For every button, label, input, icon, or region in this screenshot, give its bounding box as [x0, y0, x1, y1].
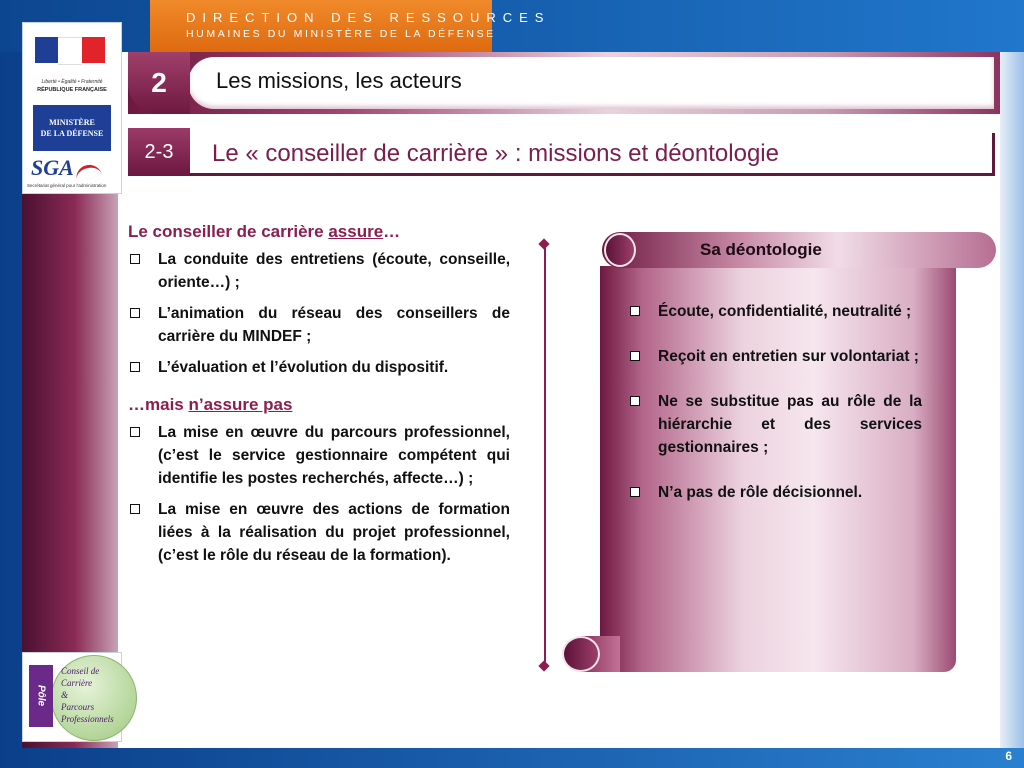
list-item [628, 345, 922, 368]
subsection-title: Le « conseiller de carrière » : missions et déontologie [212, 140, 779, 167]
direction-banner-line2: HUMAINES DU MINISTÈRE DE LA DÉFENSE [186, 28, 496, 40]
nassure-heading-underlined: n’assure pas [188, 395, 293, 414]
missions-column [128, 222, 510, 575]
nassure-pas-heading [128, 395, 510, 415]
list-item [128, 248, 510, 294]
subsection-number: 2-3 [128, 128, 190, 176]
logo-ministry-block [33, 105, 111, 151]
direction-banner [150, 0, 551, 52]
checkbox-bullet-icon [130, 308, 140, 318]
list-item-text: La mise en œuvre du parcours professionnel, (c’est le service gestionnaire compétent qui identifie les postes recherchés, affecte…) ; [158, 424, 510, 487]
sga-logo: SGA [31, 155, 74, 180]
pole-logo-text [61, 665, 114, 725]
list-item [128, 421, 510, 490]
nassure-pas-list [128, 421, 510, 567]
pole-line2: Carrière [61, 678, 93, 688]
ministry-logo [22, 22, 122, 194]
checkbox-bullet-icon [630, 306, 640, 316]
checkbox-bullet-icon [630, 351, 640, 361]
list-item-text: L’animation du réseau des conseillers de carrière du MINDEF ; [158, 305, 510, 345]
pole-vertical-label: Pôle [29, 665, 53, 727]
deontology-list [628, 300, 922, 504]
assure-list [128, 248, 510, 379]
scroll-top-curl-icon [604, 233, 636, 267]
section-number: 2 [128, 52, 190, 114]
assure-heading-underlined: assure [328, 222, 384, 241]
sga-subtitle: Secrétariat général pour l'administration [27, 183, 107, 188]
right-decorative-edge [1000, 52, 1024, 748]
assure-heading-prefix: Le conseiller de carrière [128, 222, 329, 241]
pole-line3: & [61, 690, 69, 700]
pole-line5: Professionnels [61, 714, 114, 724]
list-item-text: L’évaluation et l’évolution du dispositif. [158, 359, 449, 376]
page-number: 6 [1005, 749, 1012, 763]
list-item-text: Reçoit en entretien sur volontariat ; [658, 348, 919, 365]
logo-ministry-line1: MINISTÈRE [49, 118, 95, 127]
checkbox-bullet-icon [130, 362, 140, 372]
list-item [128, 356, 510, 379]
list-item [628, 481, 922, 504]
logo-ministry-line2: DE LA DÉFENSE [40, 129, 104, 138]
assure-heading-suffix: … [383, 222, 401, 241]
bottom-band [0, 748, 1024, 768]
assure-heading [128, 222, 510, 242]
pole-line1: Conseil de [61, 666, 100, 676]
marianne-flag-icon [35, 37, 105, 77]
list-item [628, 300, 922, 323]
list-item [128, 302, 510, 348]
checkbox-bullet-icon [130, 427, 140, 437]
checkbox-bullet-icon [130, 504, 140, 514]
scroll-bottom-curl-icon [562, 636, 600, 672]
list-item-text: La conduite des entretiens (écoute, conseille, oriente…) ; [158, 251, 510, 291]
pole-line4: Parcours [61, 702, 95, 712]
sga-swoosh-icon [74, 162, 102, 180]
direction-banner-line1: DIRECTION DES RESSOURCES [186, 10, 551, 25]
logo-republic: RÉPUBLIQUE FRANÇAISE [37, 87, 107, 93]
checkbox-bullet-icon [630, 396, 640, 406]
list-item [128, 498, 510, 567]
section-title: Les missions, les acteurs [216, 68, 462, 93]
list-item-text: N’a pas de rôle décisionnel. [658, 484, 863, 501]
vertical-divider [544, 243, 546, 667]
list-item-text: La mise en œuvre des actions de formation liées à la réalisation du projet professionnel, (c’est le rôle du réseau de la formation). [158, 501, 510, 564]
deontology-column [628, 300, 922, 526]
logo-motto: Liberté • Égalité • Fraternité [41, 79, 103, 85]
checkbox-bullet-icon [130, 254, 140, 264]
list-item-text: Écoute, confidentialité, neutralité ; [658, 303, 912, 320]
pole-conseil-logo [22, 652, 122, 742]
list-item-text: Ne se substitue pas au rôle de la hiérarchie et des services gestionnaires ; [658, 393, 922, 456]
nassure-heading-prefix: …mais [128, 395, 189, 414]
checkbox-bullet-icon [630, 487, 640, 497]
deontology-title: Sa déontologie [700, 240, 822, 259]
list-item [628, 390, 922, 459]
